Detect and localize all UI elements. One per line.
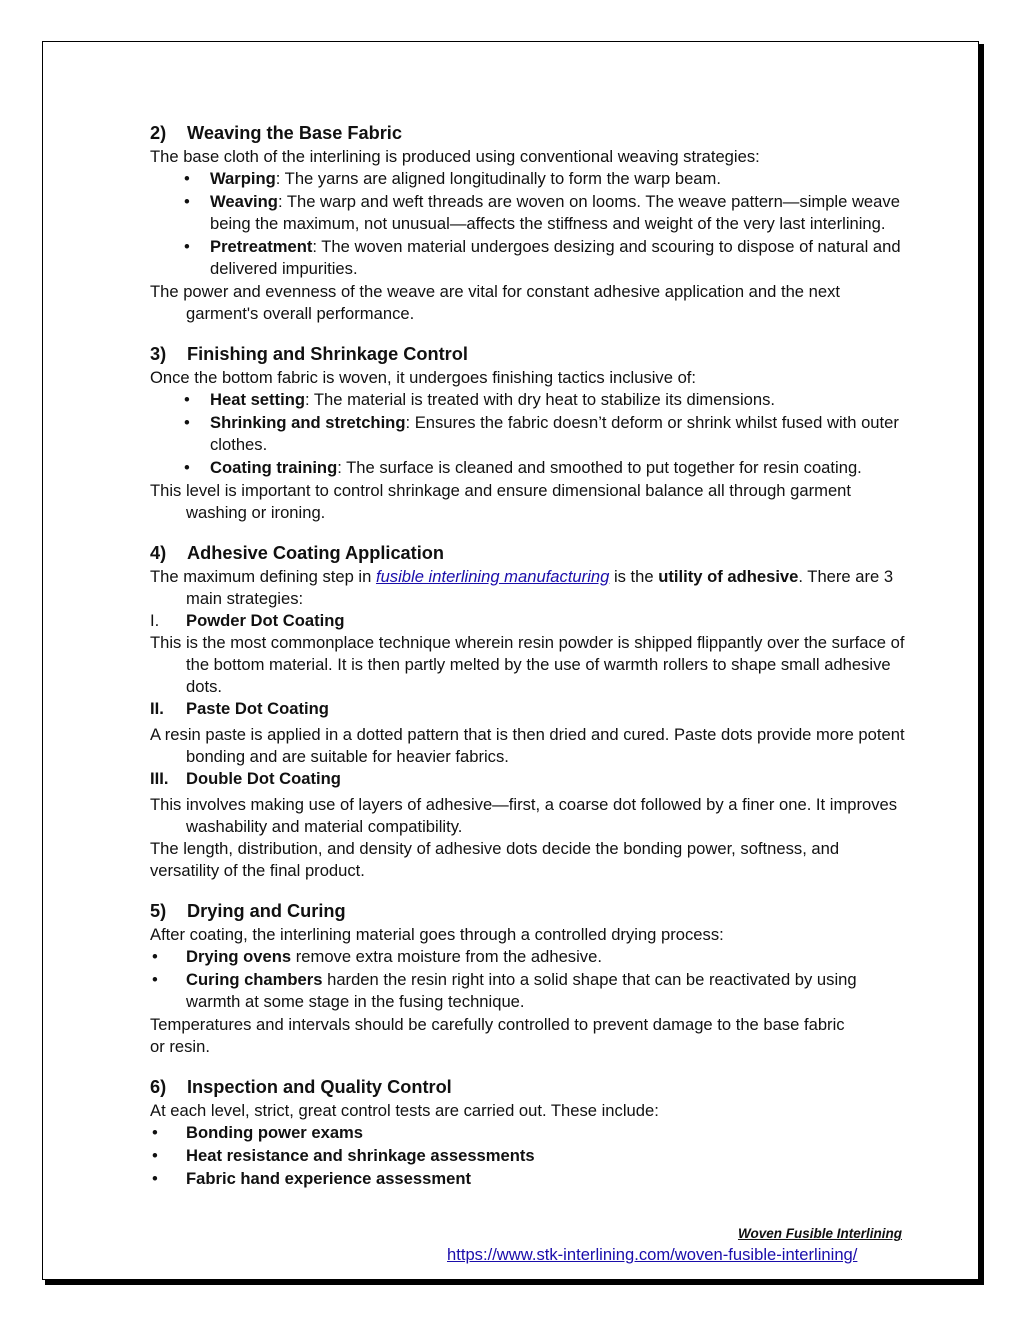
method-description: A resin paste is applied in a dotted pattern that is then dried and cured. Paste dots provide more potent bonding and are suitable for heavier fabrics. bbox=[150, 725, 905, 766]
section-outro: The length, distribution, and density of adhesive dots decide the bonding power, softness, and bbox=[150, 839, 840, 858]
bullet-icon: • bbox=[184, 237, 190, 256]
term: Curing chambers bbox=[186, 970, 323, 989]
intro-text: . There are 3 main strategies: bbox=[186, 567, 894, 608]
method-numeral: I. bbox=[150, 611, 160, 630]
method-title: Powder Dot Coating bbox=[186, 611, 345, 630]
bullet-list bbox=[150, 946, 905, 1013]
bullet-icon: • bbox=[184, 169, 190, 188]
section-title: Finishing and Shrinkage Control bbox=[187, 344, 468, 364]
intro-emphasis: utility of adhesive bbox=[658, 567, 799, 586]
section-heading bbox=[150, 120, 905, 146]
section-number: 3) bbox=[150, 344, 167, 364]
section-title: Adhesive Coating Application bbox=[187, 543, 445, 563]
section-number: 2) bbox=[150, 123, 167, 143]
section-title: Weaving the Base Fabric bbox=[187, 123, 402, 143]
section-outro: This level is important to control shrinkage and ensure dimensional balance all through garment washing or ironing. bbox=[150, 481, 852, 522]
term: Weaving bbox=[210, 192, 278, 211]
term: Warping bbox=[210, 169, 276, 188]
term: Bonding power exams bbox=[186, 1123, 364, 1142]
bullet-icon: • bbox=[152, 947, 158, 966]
description: : The material is treated with dry heat to stabilize its dimensions. bbox=[304, 390, 776, 409]
list-item bbox=[150, 168, 905, 190]
bullet-icon: • bbox=[184, 192, 190, 211]
bullet-icon: • bbox=[152, 1146, 158, 1165]
bullet-icon: • bbox=[184, 458, 190, 477]
description: remove extra moisture from the adhesive. bbox=[291, 947, 602, 966]
description: : Ensures the fabric doesn’t deform or shrink whilst fused with outer clothes. bbox=[210, 413, 899, 454]
list-item bbox=[150, 1145, 905, 1167]
list-item bbox=[150, 1122, 905, 1144]
section-heading bbox=[150, 341, 905, 367]
section-outro: The power and evenness of the weave are vital for constant adhesive application and the next garment's overall performance. bbox=[150, 282, 841, 323]
bullet-icon: • bbox=[152, 970, 158, 989]
list-item bbox=[150, 969, 905, 1013]
method-description: This involves making use of layers of adhesive—first, a coarse dot followed by a finer one. It improves washability and material compatibility. bbox=[150, 795, 898, 836]
bullet-icon: • bbox=[152, 1169, 158, 1188]
term: Shrinking and stretching bbox=[210, 413, 406, 432]
bullet-icon: • bbox=[152, 1123, 158, 1142]
description: : The woven material undergoes desizing and scouring to dispose of natural and delivered impurities. bbox=[210, 237, 901, 278]
manufacturing-link[interactable]: fusible interlining manufacturing bbox=[375, 567, 610, 586]
bullet-list bbox=[150, 1122, 905, 1190]
description: : The yarns are aligned longitudinally to form the warp beam. bbox=[275, 169, 721, 188]
list-item bbox=[150, 1168, 905, 1190]
section-outro: Temperatures and intervals should be carefully controlled to prevent damage to the base fabric bbox=[150, 1015, 845, 1034]
footer-url-link[interactable]: https://www.stk-interlining.com/woven-fusible-interlining/ bbox=[447, 1245, 858, 1264]
intro-text: is the bbox=[609, 567, 659, 586]
list-item bbox=[150, 946, 905, 968]
section-outro-continued: or resin. bbox=[150, 1037, 210, 1056]
section-number: 4) bbox=[150, 543, 167, 563]
section-outro-continued: versatility of the final product. bbox=[150, 861, 365, 880]
method-title: Double Dot Coating bbox=[186, 769, 341, 788]
term: Heat setting bbox=[210, 390, 305, 409]
description: harden the resin right into a solid shape that can be reactivated by using warmth at some stage in the fusing technique. bbox=[186, 970, 857, 1011]
list-item bbox=[150, 191, 905, 235]
section-intro: The base cloth of the interlining is produced using conventional weaving strategies: bbox=[150, 147, 760, 166]
term: Pretreatment bbox=[210, 237, 313, 256]
section-number: 5) bbox=[150, 901, 167, 921]
section-title: Inspection and Quality Control bbox=[187, 1077, 452, 1097]
section-title: Drying and Curing bbox=[187, 901, 346, 921]
term: Heat resistance and shrinkage assessments bbox=[186, 1146, 535, 1165]
list-item bbox=[150, 412, 905, 456]
section-intro bbox=[150, 566, 905, 610]
section-intro: After coating, the interlining material goes through a controlled drying process: bbox=[150, 925, 724, 944]
term: Coating training bbox=[210, 458, 338, 477]
term: Drying ovens bbox=[186, 947, 292, 966]
method-numeral: III. bbox=[150, 769, 169, 788]
list-item bbox=[150, 457, 905, 479]
section-intro: At each level, strict, great control tests are carried out. These include: bbox=[150, 1101, 659, 1120]
method-description: This is the most commonplace technique wherein resin powder is shipped flippantly over the surface of the bottom material. It is then partly melted by the use of warmth rollers to shape small adhesive dots. bbox=[150, 633, 905, 696]
description: : The surface is cleaned and smoothed to put together for resin coating. bbox=[337, 458, 862, 477]
bullet-icon: • bbox=[184, 413, 190, 432]
description: : The warp and weft threads are woven on looms. The weave pattern—simple weave being the maximum, not unusual—affects the stiffness and weight of the very last interlining. bbox=[210, 192, 900, 233]
method-heading bbox=[150, 768, 905, 790]
method-numeral: II. bbox=[150, 699, 164, 718]
intro-text: The maximum defining step in bbox=[150, 567, 376, 586]
section-intro: Once the bottom fabric is woven, it undergoes finishing tactics inclusive of: bbox=[150, 368, 697, 387]
section-heading bbox=[150, 540, 905, 566]
bullet-icon: • bbox=[184, 390, 190, 409]
term: Fabric hand experience assessment bbox=[186, 1169, 471, 1188]
method-heading bbox=[150, 610, 905, 632]
section-heading bbox=[150, 898, 905, 924]
bullet-list bbox=[150, 389, 905, 479]
bullet-list bbox=[150, 168, 905, 280]
section-heading bbox=[150, 1074, 905, 1100]
method-heading bbox=[150, 698, 905, 720]
method-title: Paste Dot Coating bbox=[186, 699, 329, 718]
list-item bbox=[150, 389, 905, 411]
document-body bbox=[150, 120, 905, 1191]
footer-title: Woven Fusible Interlining bbox=[737, 1226, 902, 1241]
section-number: 6) bbox=[150, 1077, 167, 1097]
list-item bbox=[150, 236, 905, 280]
